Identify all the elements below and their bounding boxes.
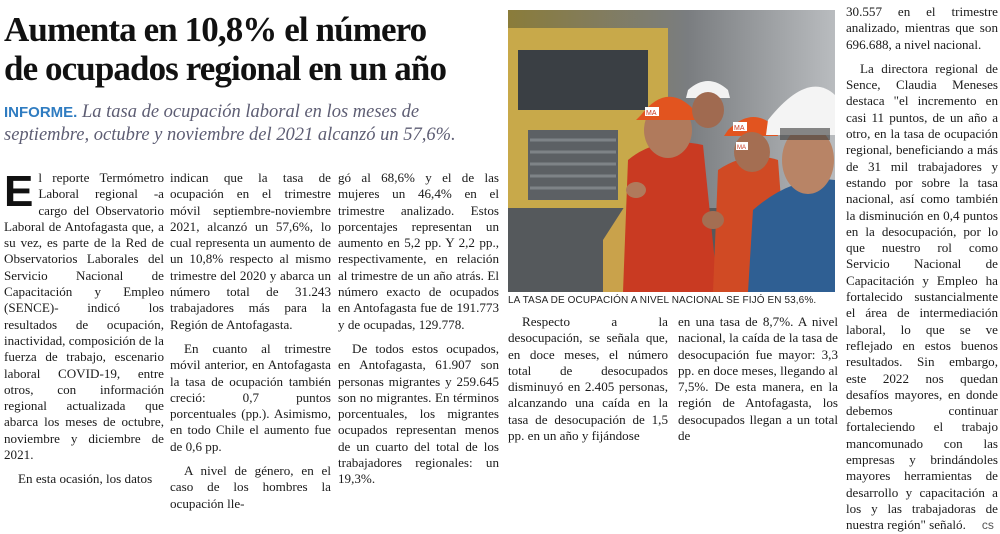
dek-text: La tasa de ocupación laboral en los meses de septiembre, octubre y noviembre del 2021 alcanzó un 57,6%. bbox=[4, 102, 456, 145]
headline-line-2: de ocupados regional en un año bbox=[4, 49, 447, 88]
article-dek bbox=[4, 101, 504, 146]
body-paragraph: La directora regional de Sence, Claudia Meneses destaca "el incremento en casi 11 puntos, de un año a otro, en la tasa de ocupación regional, beneficiando a más de 31 mil trabajadores y estando por sobre la tasa nacional, así como también la disminución en 0,4 puntos en la desocupación, por lo que nuestro rol como Servicio Nacional de Capacitación y Empleo ha fortalecido sustancialmente el área de intermediación laboral, lo que se ve reflejado en estos buenos resultados. Sin embargo, este 2022 nos quedan desafíos mayores, en donde debemos continuar fortaleciendo el trabajo mancomunado con las empresas y brindándoles mayores herramientas de desarrollo y capacitación a los y las trabajadoras de nuestra región" señaló. cs bbox=[846, 60, 998, 533]
article-photo bbox=[508, 10, 835, 292]
drop-cap: E bbox=[4, 167, 34, 216]
body-paragraph: A nivel de género, en el caso de los hombres la ocupación lle- bbox=[170, 463, 331, 511]
workers-photo-illustration bbox=[508, 10, 835, 292]
body-column-4 bbox=[508, 314, 668, 444]
body-column-6 bbox=[846, 4, 998, 533]
svg-text:MA: MA bbox=[646, 110, 657, 117]
body-column-1 bbox=[4, 167, 164, 487]
body-column-5 bbox=[678, 314, 838, 444]
body-paragraph: En esta ocasión, los datos bbox=[18, 471, 153, 487]
headline-line-1: Aumenta en 10,8% el número bbox=[4, 10, 427, 49]
body-paragraph: indican que la tasa de ocupación en el trimestre móvil septiembre-noviembre 2021, alcanzó un 57,6%, lo cual representa un aumento de un 10,8% respecto al mismo trimestre del 2020 y abarca un número total de 31.243 trabajadores más para la Región de Antofagasta. bbox=[170, 170, 331, 332]
body-paragraph: gó al 68,6% y el de las mujeres un 46,4% en el trimestre analizado. Estos porcentajes representan un aumento en 5,2 pp. Y 2,2 pp., respectivamente, en relación al trimestre de un año atrás. El número exacto de ocupados en Antofagasta fue de 191.773 y de ocupadas, 129.778. bbox=[338, 170, 499, 332]
body-paragraph: En cuanto al trimestre móvil anterior, en Antofagasta la tasa de ocupación también creció: 0,7 puntos porcentuales (pp.). Asimismo, en todo Chile el aumento fue de 0,6 pp. bbox=[170, 340, 331, 454]
safety-glasses bbox=[780, 128, 830, 140]
body-paragraph: en una tasa de 8,7%. A nivel nacional, la caída de la tasa de desocupación fue mayor: 3,3 pp. en doce meses, llegando al 7,5%. De esta manera, en la región de Antofagasta, los desocupados llegan a un total de bbox=[678, 314, 838, 444]
article-headline bbox=[4, 10, 504, 88]
svg-text:MA: MA bbox=[737, 145, 746, 151]
photo-caption: LA TASA DE OCUPACIÓN A NIVEL NACIONAL SE FIJÓ EN 53,6%. bbox=[508, 295, 817, 306]
dek-kicker: INFORME. bbox=[4, 104, 78, 121]
body-paragraph: De todos estos ocupados, en Antofagasta, 61.907 son personas migrantes y 259.645 son no migrantes. En términos porcentuales, los migrantes ocupados representan menos de un cuarto del total de los trabajadores regionales: un 19,3%. bbox=[338, 340, 499, 487]
end-mark: cs bbox=[981, 518, 994, 533]
truck-window bbox=[518, 50, 648, 110]
body-paragraph: El reporte Termómetro Laboral regional -a cargo del Observatorio Laboral de Antofagasta que, a su vez, es parte de la Red de Observatorios Laborales del Servicio Nacional de Capacitación y Empleo (SENCE)- indicó los resultados de ocupación, inactividad, composición de la fuerza de trabajo, escenario laboral COVID-19, entre otros, con información regional actualizada que abarca los meses de octubre, noviembre y diciembre de 2021. bbox=[4, 167, 164, 463]
body-column-3 bbox=[338, 170, 499, 487]
svg-text:MA: MA bbox=[734, 125, 745, 132]
body-column-2 bbox=[170, 170, 331, 511]
body-paragraph: Respecto a la desocupación, se señala que, en doce meses, el número total de desocupados disminuyó en 2.405 personas, alcanzando una caída en la tasa de desocupación de 1,5 pp. en un año y fijándose bbox=[508, 314, 668, 444]
body-paragraph: 30.557 en el trimestre analizado, mientras que son 696.688, a nivel nacional. bbox=[846, 4, 998, 52]
